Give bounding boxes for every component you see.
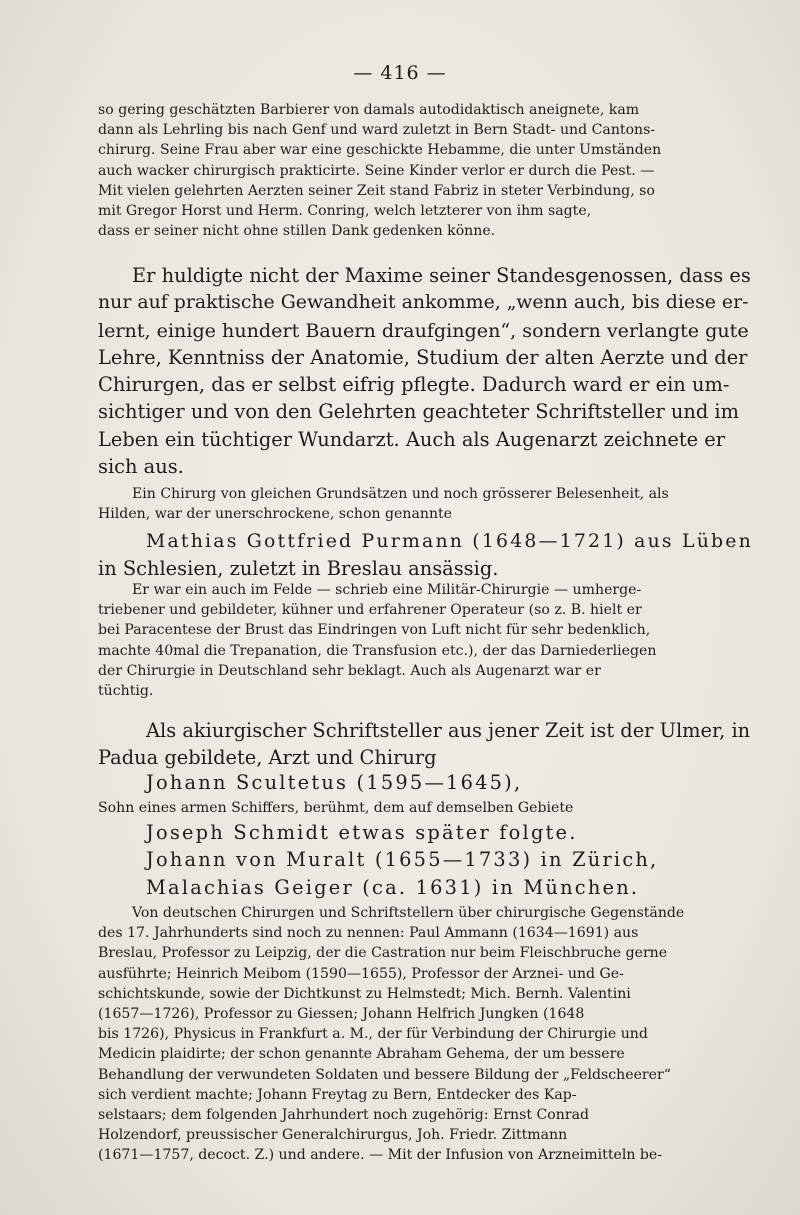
text-line: ausführte; Heinrich Meibom (1590—1655), Professor der Arznei- und Ge-: [98, 965, 624, 982]
text-line: Johann von Muralt (1655—1733) in Zürich,: [146, 848, 659, 872]
text-line: des 17. Jahrhunderts sind noch zu nennen: Paul Ammann (1634—1691) aus: [98, 925, 639, 942]
text-line: Behandlung der verwundeten Soldaten und bessere Bildung der „Feldscheerer“: [98, 1066, 671, 1083]
text-line: (1657—1726), Professor zu Giessen; Johann Helfrich Jungken (1648: [98, 1006, 585, 1023]
text-line: Joseph Schmidt etwas später folgte.: [146, 821, 578, 844]
text-line: der Chirurgie in Deutschland sehr beklagt. Auch als Augenarzt war er: [98, 662, 601, 679]
text-line: Holzendorf, preussischer Generalchirurgus, Joh. Friedr. Zittmann: [98, 1127, 568, 1144]
text-line: Johann Scultetus (1595—1645),: [146, 771, 523, 794]
paragraph-sohn: [98, 798, 752, 818]
paragraph-akiurgisch: [98, 717, 752, 772]
text-line: bis 1726), Physicus in Frankfurt a. M., der für Verbindung der Chirurgie und: [98, 1026, 648, 1043]
text-line: (1671—1757, decoct. Z.) und andere. — Mit der Infusion von Arzneimitteln be-: [98, 1147, 663, 1164]
text-line: Chirurgen, das er selbst eifrig pflegte. Dadurch ward er ein um-: [98, 373, 730, 397]
text-line: Padua gebildete, Arzt und Chirurg: [98, 746, 437, 770]
text-line: so gering geschätzten Barbierer von damals autodidaktisch aneignete, kam: [98, 102, 640, 118]
text-line: Als akiurgischer Schriftsteller aus jener Zeit ist der Ulmer, in: [146, 719, 751, 742]
text-line: dann als Lehrling bis nach Genf und ward zuletzt in Bern Stadt- und Cantons-: [98, 122, 656, 139]
heading-purmann: [98, 528, 752, 583]
text-line: lernt, einige hundert Bauern draufgingen“, sondern verlangte gute: [98, 318, 749, 342]
text-line: Sohn eines armen Schiffers, berühmt, dem auf demselben Gebiete: [98, 800, 574, 816]
text-line: in Schlesien, zuletzt in Breslau ansässig.: [98, 557, 499, 581]
text-line: Lehre, Kenntniss der Anatomie, Studium der alten Aerzte und der: [98, 345, 748, 369]
heading-names: [98, 819, 752, 901]
text-line: bei Paracentese der Brust das Eindringen von Luft nicht für sehr bedenklich,: [98, 622, 651, 639]
text-line: dass er seiner nicht ohne stillen Dank gedenken könne.: [98, 223, 496, 240]
text-line: Hilden, war der unerschrockene, schon genannte: [98, 506, 453, 523]
text-line: chirurg. Seine Frau aber war eine geschickte Hebamme, die unter Umständen: [98, 142, 662, 159]
text-line: Ein Chirurg von gleichen Grundsätzen und noch grösserer Belesenheit, als: [132, 486, 669, 502]
text-line: sichtiger und von den Gelehrten geachteter Schriftsteller und im: [98, 400, 740, 424]
page-number: — 416 —: [353, 62, 447, 84]
text-line: Breslau, Professor zu Leipzig, der die Castration nur beim Fleischbruche gerne: [98, 945, 668, 962]
text-line: Von deutschen Chirurgen und Schriftstellern über chirurgische Gegenstände: [132, 905, 685, 921]
text-line: auch wacker chirurgisch prakticirte. Seine Kinder verlor er durch die Pest. —: [98, 162, 655, 179]
text-line: selstaars; dem folgenden Jahrhundert noch zugehörig: Ernst Conrad: [98, 1107, 590, 1124]
text-line: sich aus.: [98, 455, 184, 479]
text-line: machte 40mal die Trepanation, die Transfusion etc.), der das Darniederliegen: [98, 642, 657, 659]
paragraph-maxime: [98, 262, 752, 480]
paragraph-chirurg: [98, 484, 752, 524]
paragraph-purmann: [98, 580, 752, 701]
text-line: Er huldigte nicht der Maxime seiner Standesgenossen, dass es: [132, 264, 751, 287]
text-line: sich verdient machte; Johann Freytag zu Bern, Entdecker des Kap-: [98, 1086, 577, 1103]
text-line: tüchtig.: [98, 683, 154, 700]
paragraph-fabriz: [98, 100, 752, 241]
text-line: Medicin plaidirte; der schon genannte Abraham Gehema, der um bessere: [98, 1046, 625, 1063]
text-line: Leben ein tüchtiger Wundarzt. Auch als Augenarzt zeichnete er: [98, 427, 725, 451]
text-line: nur auf praktische Gewandheit ankomme, „wenn auch, bis diese er-: [98, 291, 749, 314]
text-line: triebener und gebildeter, kühner und erfahrener Operateur (so z. B. hielt er: [98, 602, 642, 619]
paragraph-deutsche-chirurgen: [98, 903, 752, 1166]
text-line: schichtskunde, sowie der Dichtkunst zu Helmstedt; Mich. Bernh. Valentini: [98, 985, 631, 1002]
text-line: Malachias Geiger (ca. 1631) in München.: [146, 875, 640, 899]
heading-scultetus: [98, 769, 752, 796]
text-line: Mit vielen gelehrten Aerzten seiner Zeit stand Fabriz in steter Verbindung, so: [98, 182, 655, 199]
text-line: mit Gregor Horst und Herm. Conring, welch letzterer von ihm sagte,: [98, 203, 592, 220]
text-line: Er war ein auch im Felde — schrieb eine Militär-Chirurgie — umherge-: [132, 582, 642, 598]
text-line: Mathias Gottfried Purmann (1648—1721) aus Lüben: [146, 531, 753, 552]
